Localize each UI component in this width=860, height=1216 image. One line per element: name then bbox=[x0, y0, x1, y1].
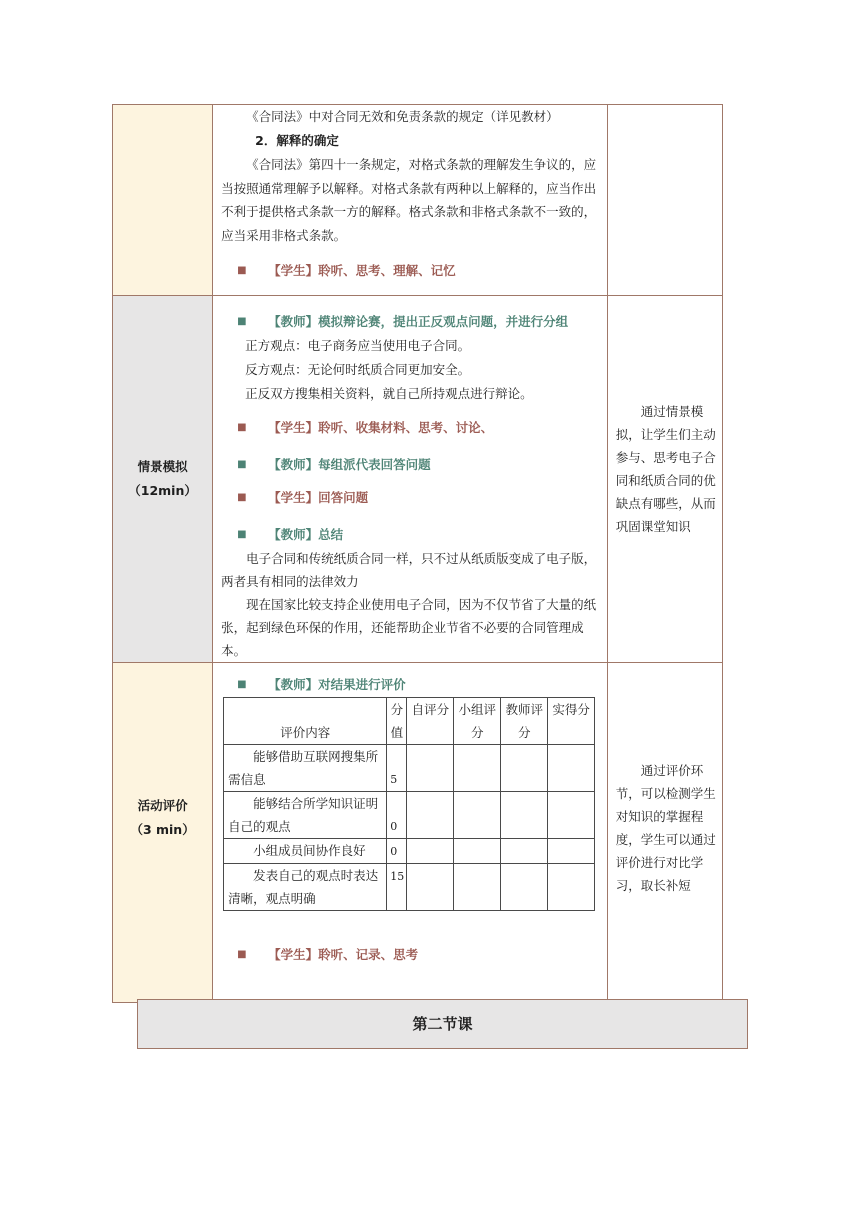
section-row-simulation bbox=[113, 296, 723, 663]
lesson-plan-table bbox=[112, 104, 723, 1003]
criterion-score: 0 bbox=[387, 792, 407, 839]
student-activity: ■ 【学生】聆听、思考、理解、记忆 bbox=[213, 259, 601, 283]
section-title: 活动评价 bbox=[137, 797, 188, 813]
square-bullet-icon: ■ bbox=[237, 679, 247, 690]
group-score-cell[interactable] bbox=[454, 745, 501, 792]
header-score: 分值 bbox=[387, 698, 407, 745]
criterion-score: 5 bbox=[387, 745, 407, 792]
self-score-cell[interactable] bbox=[407, 864, 454, 911]
content-cell bbox=[213, 663, 608, 1003]
header-teacher: 教师评分 bbox=[501, 698, 548, 745]
table-row bbox=[224, 745, 595, 792]
section-row-evaluation bbox=[113, 663, 723, 1003]
teacher-score-cell[interactable] bbox=[501, 839, 548, 864]
group-score-cell[interactable] bbox=[454, 839, 501, 864]
square-bullet-icon: ■ bbox=[237, 459, 247, 470]
group-score-cell[interactable] bbox=[454, 864, 501, 911]
square-bullet-icon: ■ bbox=[237, 529, 247, 540]
header-group: 小组评分 bbox=[454, 698, 501, 745]
section-title: 情景模拟 bbox=[137, 459, 188, 474]
criterion: 能够借助互联网搜集所需信息 bbox=[224, 745, 387, 792]
contract-law-line: 《合同法》中对合同无效和免责条款的规定（详见教材） bbox=[246, 109, 559, 124]
pro-viewpoint: 正方观点：电子商务应当使用电子合同。 bbox=[245, 338, 471, 353]
summary-paragraph: 现在国家比较支持企业使用电子合同，因为不仅节省了大量的纸张，起到绿色环保的作用，还能帮助企业节省不必要的合同管理成本。 bbox=[221, 597, 597, 658]
con-viewpoint: 反方观点：无论何时纸质合同更加安全。 bbox=[245, 362, 471, 377]
criterion-score: 15 bbox=[387, 864, 407, 911]
section-duration: （3 min） bbox=[130, 821, 195, 837]
table-row bbox=[224, 792, 595, 839]
header-actual: 实得分 bbox=[548, 698, 595, 745]
teacher-activity: ■ 【教师】模拟辩论赛，提出正反观点问题，并进行分组 bbox=[213, 310, 601, 334]
summary-paragraph: 电子合同和传统纸质合同一样，只不过从纸质版变成了电子版，两者具有相同的法律效力 bbox=[221, 551, 597, 589]
evaluation-table bbox=[223, 697, 595, 911]
teacher-score-cell[interactable] bbox=[501, 864, 548, 911]
evaluation-header-row bbox=[224, 698, 595, 745]
criterion-score: 0 bbox=[387, 839, 407, 864]
actual-score-cell[interactable] bbox=[548, 839, 595, 864]
section-duration: （12min） bbox=[128, 483, 197, 498]
second-lesson-heading: 第二节课 bbox=[137, 999, 748, 1049]
teacher-activity: ■ 【教师】对结果进行评价 bbox=[213, 673, 601, 697]
criterion: 发表自己的观点时表达清晰，观点明确 bbox=[224, 864, 387, 911]
header-content: 评价内容 bbox=[224, 698, 387, 745]
teacher-activity: ■ 【教师】每组派代表回答问题 bbox=[213, 453, 601, 477]
group-score-cell[interactable] bbox=[454, 792, 501, 839]
criterion: 小组成员间协作良好 bbox=[224, 839, 387, 864]
teaching-note: 通过评价环节，可以检测学生对知识的掌握程度，学生可以通过评价进行对比学习，取长补短 bbox=[615, 762, 716, 893]
table-row bbox=[224, 864, 595, 911]
square-bullet-icon: ■ bbox=[237, 316, 247, 327]
self-score-cell[interactable] bbox=[407, 792, 454, 839]
note-cell bbox=[607, 663, 722, 1003]
actual-score-cell[interactable] bbox=[548, 792, 595, 839]
teacher-score-cell[interactable] bbox=[501, 745, 548, 792]
self-score-cell[interactable] bbox=[407, 745, 454, 792]
table-row bbox=[224, 839, 595, 864]
criterion: 能够结合所学知识证明自己的观点 bbox=[224, 792, 387, 839]
square-bullet-icon: ■ bbox=[237, 492, 247, 503]
content-cell bbox=[213, 105, 608, 296]
section-label-cell bbox=[113, 105, 213, 296]
interpretation-paragraph: 《合同法》第四十一条规定，对格式条款的理解发生争议的，应当按照通常理解予以解释。对格式条款有两种以上解释的，应当作出不利于提供格式条款一方的解释。格式条款和非格式条款不一致的，应当采用非格式条款。 bbox=[221, 157, 597, 243]
square-bullet-icon: ■ bbox=[237, 949, 247, 960]
subsection-heading: 2．解释的确定 bbox=[255, 133, 339, 148]
teacher-score-cell[interactable] bbox=[501, 792, 548, 839]
section-label-cell bbox=[113, 296, 213, 663]
teacher-activity: ■ 【教师】总结 bbox=[213, 523, 601, 547]
square-bullet-icon: ■ bbox=[237, 265, 247, 276]
actual-score-cell[interactable] bbox=[548, 745, 595, 792]
content-cell bbox=[213, 296, 608, 663]
square-bullet-icon: ■ bbox=[237, 422, 247, 433]
header-self: 自评分 bbox=[407, 698, 454, 745]
note-cell bbox=[607, 296, 722, 663]
note-cell bbox=[607, 105, 722, 296]
student-activity: ■ 【学生】聆听、收集材料、思考、讨论、 bbox=[213, 416, 601, 440]
actual-score-cell[interactable] bbox=[548, 864, 595, 911]
section-row-explanation bbox=[113, 105, 723, 296]
student-activity: ■ 【学生】聆听、记录、思考 bbox=[213, 943, 601, 967]
self-score-cell[interactable] bbox=[407, 839, 454, 864]
student-activity: ■ 【学生】回答问题 bbox=[213, 486, 601, 510]
teaching-note: 通过情景模拟，让学生们主动参与、思考电子合同和纸质合同的优缺点有哪些，从而巩固课堂知识 bbox=[615, 404, 716, 534]
section-label-cell bbox=[113, 663, 213, 1003]
debate-prep: 正反双方搜集相关资料，就自己所持观点进行辩论。 bbox=[245, 386, 533, 401]
